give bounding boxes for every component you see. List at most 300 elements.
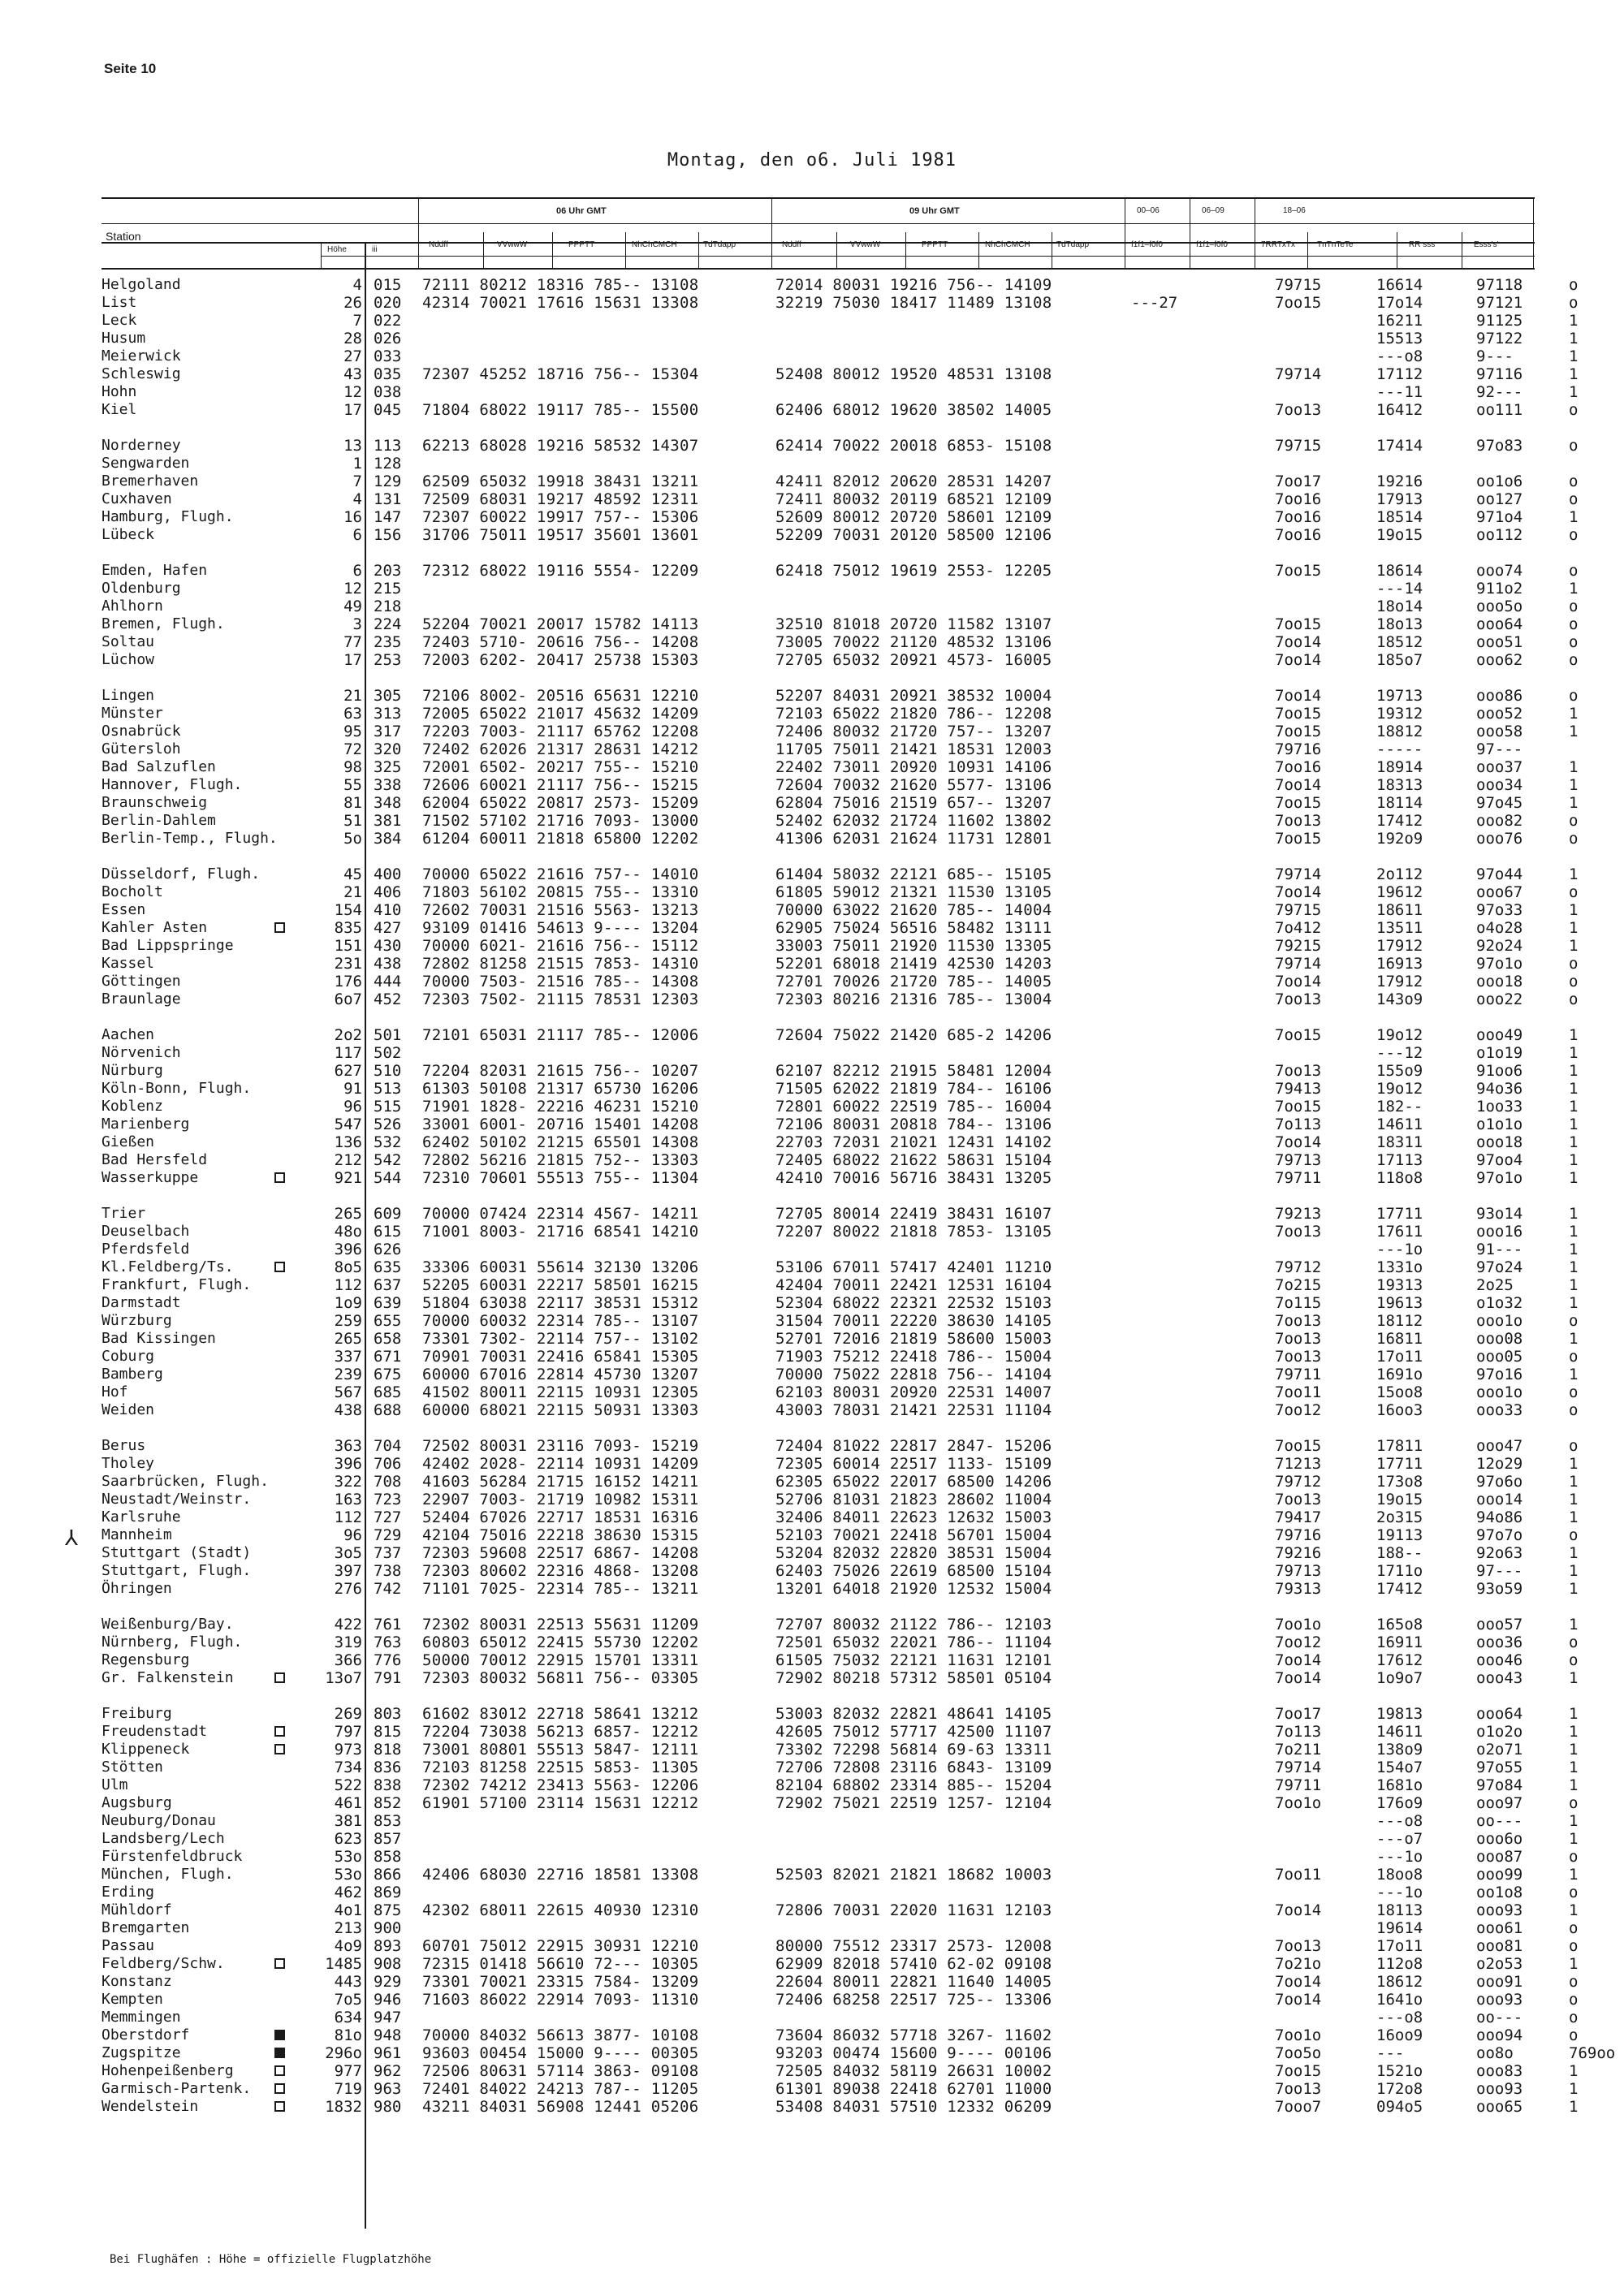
extra-group-2: 094o5 <box>1376 2098 1423 2116</box>
extra-group-2: 19613 <box>1376 1294 1423 1312</box>
station-name: Passau <box>102 1937 155 1954</box>
extra-group-2: ----- <box>1376 740 1423 758</box>
extra-group-4: o <box>1569 883 1579 901</box>
extra-group-4: 1 <box>1569 1026 1579 1044</box>
extra-group-3: ooo86 <box>1476 687 1523 705</box>
extra-group-2: 1521o <box>1376 2062 1423 2080</box>
obs-09-utc: 52207 84031 20921 38532 10004 <box>775 687 1052 705</box>
extra-group-2: 1711o <box>1376 1562 1423 1580</box>
station-index: 948 <box>374 2026 402 2044</box>
station-index: 929 <box>374 1973 402 1991</box>
obs-06-utc: 42402 2028- 22114 10931 14209 <box>422 1455 699 1473</box>
station-height: 26 <box>343 294 362 312</box>
extra-group-4: 1 <box>1569 865 1579 883</box>
extra-group-4: 1 <box>1569 1330 1579 1348</box>
station-name: Aachen <box>102 1026 155 1043</box>
obs-09-utc: 72405 68022 21622 58631 15104 <box>775 1151 1052 1169</box>
station-height: 623 <box>334 1830 362 1848</box>
extra-group-2: 18313 <box>1376 776 1423 794</box>
station-name: Husum <box>102 330 146 347</box>
station-index: 738 <box>374 1562 402 1580</box>
extra-group-2: 19216 <box>1376 473 1423 490</box>
station-index: 410 <box>374 901 402 919</box>
station-name: Bad Hersfeld <box>102 1151 208 1168</box>
extra-group-2: 17414 <box>1376 437 1423 455</box>
station-height: 17 <box>343 651 362 669</box>
station-name: München, Flugh. <box>102 1866 234 1883</box>
obs-06-utc: 72802 81258 21515 7853- 14310 <box>422 955 699 973</box>
extra-group-4: 1 <box>1569 312 1579 330</box>
obs-06-utc: 61204 60011 21818 65800 12202 <box>422 830 699 848</box>
extra-group-4: 769oo <box>1569 2044 1616 2062</box>
extra-group-4: 1 <box>1569 1669 1579 1687</box>
obs-06-utc: 51804 63038 22117 38531 15312 <box>422 1294 699 1312</box>
extra-group-4: o <box>1569 1401 1579 1419</box>
station-index: 776 <box>374 1651 402 1669</box>
extra-group-3: ooo1o <box>1476 1312 1523 1330</box>
extra-group-3: 91--- <box>1476 1241 1523 1258</box>
station-index: 427 <box>374 919 402 937</box>
station-name: List <box>102 294 137 311</box>
extra-group-1: 79313 <box>1275 1580 1322 1598</box>
extra-group-4: 1 <box>1569 1866 1579 1884</box>
obs-09-utc: 52209 70031 20120 58500 12106 <box>775 526 1052 544</box>
station-name: Kiel <box>102 401 137 418</box>
obs-06-utc: 42314 70021 17616 15631 13308 <box>422 294 699 312</box>
header-extra: 18–06 <box>1283 206 1306 215</box>
station-height: 27 <box>343 347 362 365</box>
station-height: 4o9 <box>334 1937 362 1955</box>
obs-09-utc: 53408 84031 57510 12332 06209 <box>775 2098 1052 2116</box>
station-height: 396 <box>334 1455 362 1473</box>
obs-09-utc: 93203 00474 15600 9---- 00106 <box>775 2044 1052 2062</box>
square-icon <box>274 2101 285 2112</box>
extra-group-4: 1 <box>1569 1366 1579 1383</box>
header-col: NhChCMCH <box>632 240 677 249</box>
station-index: 853 <box>374 1812 402 1830</box>
obs-09-utc: 62804 75016 21519 657-- 13207 <box>775 794 1052 812</box>
station-name: Lübeck <box>102 526 155 543</box>
extra-group-4: o <box>1569 1383 1579 1401</box>
station-name: Göttingen <box>102 973 181 990</box>
obs-09-utc: 62905 75024 56516 58482 13111 <box>775 919 1052 937</box>
extra-group-3: ooo22 <box>1476 990 1523 1008</box>
obs-06-utc: 62402 50102 21215 65501 14308 <box>422 1133 699 1151</box>
extra-group-1: 7oo11 <box>1275 1383 1322 1401</box>
extra-group-2: 14611 <box>1376 1116 1423 1133</box>
extra-group-2: 17611 <box>1376 1223 1423 1241</box>
station-index: 727 <box>374 1508 402 1526</box>
extra-group-3: 12o29 <box>1476 1455 1523 1473</box>
obs-09-utc: 72707 80032 21122 786-- 12103 <box>775 1616 1052 1634</box>
station-height: 461 <box>334 1794 362 1812</box>
extra-group-2: 18311 <box>1376 1133 1423 1151</box>
station-height: 12 <box>343 580 362 598</box>
extra-group-4: 1 <box>1569 723 1579 740</box>
extra-group-4: o <box>1569 633 1579 651</box>
extra-group-1: 7oo13 <box>1275 1330 1322 1348</box>
extra-group-4: 1 <box>1569 2080 1579 2098</box>
header-col: TdTdapp <box>703 240 736 249</box>
obs-09-utc: 72705 65032 20921 4573- 16005 <box>775 651 1052 669</box>
station-height: 7o5 <box>334 1991 362 2009</box>
station-index: 815 <box>374 1723 402 1741</box>
extra-group-1: 7oo14 <box>1275 776 1322 794</box>
extra-group-2: 18o14 <box>1376 598 1423 615</box>
extra-group-1: 7oo15 <box>1275 2062 1322 2080</box>
extra-group-2: 172o8 <box>1376 2080 1423 2098</box>
extra-group-1: 79417 <box>1275 1508 1322 1526</box>
obs-09-utc: 62909 82018 57410 62-02 09108 <box>775 1955 1052 1973</box>
obs-06-utc: 60000 67016 22814 45730 13207 <box>422 1366 699 1383</box>
extra-group-3: ooo82 <box>1476 812 1523 830</box>
station-index: 763 <box>374 1634 402 1651</box>
extra-group-1: 7oo13 <box>1275 812 1322 830</box>
extra-group-1: 7oo15 <box>1275 1098 1322 1116</box>
station-height: 3o5 <box>334 1544 362 1562</box>
obs-09-utc: 61404 58032 22121 685-- 15105 <box>775 865 1052 883</box>
extra-group-4: 1 <box>1569 1580 1579 1598</box>
extra-group-2: 13511 <box>1376 919 1423 937</box>
station-name: Kempten <box>102 1991 163 2008</box>
obs-06-utc: 33306 60031 55614 32130 13206 <box>422 1258 699 1276</box>
obs-09-utc: 11705 75011 21421 18531 12003 <box>775 740 1052 758</box>
extra-group-2: 192o9 <box>1376 830 1423 848</box>
station-height: 835 <box>334 919 362 937</box>
station-height: 265 <box>334 1330 362 1348</box>
station-height: 438 <box>334 1401 362 1419</box>
obs-09-utc: 72902 80218 57312 58501 05104 <box>775 1669 1052 1687</box>
extra-group-2: 17612 <box>1376 1651 1423 1669</box>
station-height: 1 <box>352 455 362 473</box>
station-name: Mühldorf <box>102 1901 172 1918</box>
extra-group-4: 1 <box>1569 580 1579 598</box>
extra-group-2: 17113 <box>1376 1151 1423 1169</box>
extra-group-3: ooo36 <box>1476 1634 1523 1651</box>
extra-group-2: 17912 <box>1376 937 1423 955</box>
obs-09-utc: 52201 68018 21419 42530 14203 <box>775 955 1052 973</box>
station-name: Gießen <box>102 1133 155 1150</box>
station-index: 838 <box>374 1776 402 1794</box>
station-index: 671 <box>374 1348 402 1366</box>
extra-group-3: 9--- <box>1476 347 1514 365</box>
extra-group-4: o <box>1569 830 1579 848</box>
extra-group-4: o <box>1569 651 1579 669</box>
station-index: 980 <box>374 2098 402 2116</box>
extra-group-2: 18112 <box>1376 1312 1423 1330</box>
extra-group-3: ooo14 <box>1476 1491 1523 1508</box>
station-height: 81o <box>334 2026 362 2044</box>
square-icon <box>274 1726 285 1737</box>
header-extra: f1f1–f0f0 <box>1196 240 1228 249</box>
extra-group-2: 19o12 <box>1376 1026 1423 1044</box>
obs-09-utc: 72806 70031 22020 11631 12103 <box>775 1901 1052 1919</box>
station-name: Augsburg <box>102 1794 172 1811</box>
station-name: Stuttgart (Stadt) <box>102 1544 252 1561</box>
station-index: 963 <box>374 2080 402 2098</box>
obs-09-utc: 62414 70022 20018 6853- 15108 <box>775 437 1052 455</box>
station-height: 719 <box>334 2080 362 2098</box>
extra-group-4: 1 <box>1569 758 1579 776</box>
obs-06-utc: 72315 01418 56610 72--- 10305 <box>422 1955 699 1973</box>
station-name: Sengwarden <box>102 455 190 472</box>
station-index: 708 <box>374 1473 402 1491</box>
extra-group-4: 1 <box>1569 1544 1579 1562</box>
obs-06-utc: 72307 60022 19917 757-- 15306 <box>422 508 699 526</box>
station-height: 96 <box>343 1526 362 1544</box>
extra-group-4: o <box>1569 1919 1579 1937</box>
obs-09-utc: 80000 75512 23317 2573- 12008 <box>775 1937 1052 1955</box>
extra-group-1: 79714 <box>1275 365 1322 383</box>
station-name: Braunlage <box>102 990 181 1008</box>
extra-group-1: 7oo17 <box>1275 473 1322 490</box>
obs-09-utc: 52701 72016 21819 58600 15003 <box>775 1330 1052 1348</box>
station-height: 797 <box>334 1723 362 1741</box>
station-height: 296o <box>325 2044 362 2062</box>
obs-06-utc: 42302 68011 22615 40930 12310 <box>422 1901 699 1919</box>
obs-06-utc: 60000 68021 22115 50931 13303 <box>422 1401 699 1419</box>
obs-09-utc: 22604 80011 22821 11640 14005 <box>775 1973 1052 1991</box>
station-name: Freudenstadt <box>102 1723 208 1740</box>
extra-group-3: 97o83 <box>1476 437 1523 455</box>
obs-09-utc: 53204 82032 22820 38531 15004 <box>775 1544 1052 1562</box>
obs-09-utc: 72406 68258 22517 725-- 13306 <box>775 1991 1052 2009</box>
station-name: Oberstdorf <box>102 2026 190 2044</box>
station-index: 635 <box>374 1258 402 1276</box>
extra-group-1: 7oo14 <box>1275 651 1322 669</box>
extra-group-3: ooo05 <box>1476 1348 1523 1366</box>
obs-06-utc: 61602 83012 22718 58641 13212 <box>422 1705 699 1723</box>
station-height: 6 <box>352 526 362 544</box>
station-name: Norderney <box>102 437 181 454</box>
station-index: 338 <box>374 776 402 794</box>
station-height: 269 <box>334 1705 362 1723</box>
extra-group-2: ---12 <box>1376 1044 1423 1062</box>
station-name: Neuburg/Donau <box>102 1812 216 1829</box>
obs-06-utc: 72310 70601 55513 755-- 11304 <box>422 1169 699 1187</box>
extra-group-3: ooo52 <box>1476 705 1523 723</box>
extra-group-1: 7oo15 <box>1275 1026 1322 1044</box>
station-index: 791 <box>374 1669 402 1687</box>
station-name: Hohn <box>102 383 137 400</box>
extra-group-2: 16oo3 <box>1376 1401 1423 1419</box>
extra-group-3: ooo64 <box>1476 615 1523 633</box>
extra-group-1: 79713 <box>1275 1562 1322 1580</box>
extra-group-3: 2o25 <box>1476 1276 1514 1294</box>
obs-06-utc: 71101 7025- 22314 785-- 13211 <box>422 1580 699 1598</box>
obs-09-utc: 70000 75022 22818 756-- 14104 <box>775 1366 1052 1383</box>
extra-group-3: ooo97 <box>1476 1794 1523 1812</box>
extra-group-3: ooo64 <box>1476 1705 1523 1723</box>
station-height: 1485 <box>325 1955 362 1973</box>
extra-group-1: 79716 <box>1275 740 1322 758</box>
station-name: Nörvenich <box>102 1044 181 1061</box>
obs-06-utc: 71603 86022 22914 7093- 11310 <box>422 1991 699 2009</box>
obs-06-utc: 61901 57100 23114 15631 12212 <box>422 1794 699 1812</box>
header-group-06: 06 Uhr GMT <box>556 206 607 216</box>
station-index: 513 <box>374 1080 402 1098</box>
station-index: 803 <box>374 1705 402 1723</box>
extra-group-2: 165o8 <box>1376 1616 1423 1634</box>
obs-09-utc: 52408 80012 19520 48531 13108 <box>775 365 1052 383</box>
station-index: 218 <box>374 598 402 615</box>
extra-group-3: ooo93 <box>1476 1901 1523 1919</box>
extra-group-4: 1 <box>1569 1455 1579 1473</box>
station-index: 348 <box>374 794 402 812</box>
station-index: 325 <box>374 758 402 776</box>
station-index: 723 <box>374 1491 402 1508</box>
extra-group-2: 19o15 <box>1376 1491 1423 1508</box>
header-col: NhChCMCH <box>985 240 1030 249</box>
extra-group-1: 7oo13 <box>1275 2080 1322 2098</box>
extra-group-1: 7oo15 <box>1275 705 1322 723</box>
obs-06-utc: 42104 75016 22218 38630 15315 <box>422 1526 699 1544</box>
obs-09-utc: 62107 82212 21915 58481 12004 <box>775 1062 1052 1080</box>
obs-09-utc: 62418 75012 19619 2553- 12205 <box>775 562 1052 580</box>
extra-group-2: 19813 <box>1376 1705 1423 1723</box>
station-index: 900 <box>374 1919 402 1937</box>
station-name: Stötten <box>102 1759 163 1776</box>
extra-group-2: 118o8 <box>1376 1169 1423 1187</box>
station-name: Hannover, Flugh. <box>102 776 243 793</box>
station-height: 72 <box>343 740 362 758</box>
obs-09-utc: 61301 89038 22418 62701 11000 <box>775 2080 1052 2098</box>
station-height: 567 <box>334 1383 362 1401</box>
station-name: Bad Lippspringe <box>102 937 234 954</box>
header-extra: f1f1–f0f0 <box>1131 240 1163 249</box>
extra-group-1: 7oo16 <box>1275 508 1322 526</box>
extra-group-2: --- <box>1376 2044 1405 2062</box>
extra-group-4: o <box>1569 2009 1579 2026</box>
header-extra: RR sss <box>1409 240 1436 249</box>
extra-group-2: 14611 <box>1376 1723 1423 1741</box>
extra-group-3: 97o33 <box>1476 901 1523 919</box>
obs-09-utc: 72411 80032 20119 68521 12109 <box>775 490 1052 508</box>
extra-group-2: 18612 <box>1376 1973 1423 1991</box>
extra-group-1: 7oo13 <box>1275 1312 1322 1330</box>
obs-09-utc: 72604 75022 21420 685-2 14206 <box>775 1026 1052 1044</box>
station-height: 21 <box>343 883 362 901</box>
obs-06-utc: 73001 80801 55513 5847- 12111 <box>422 1741 699 1759</box>
extra-group-4: 1 <box>1569 1723 1579 1741</box>
station-index: 320 <box>374 740 402 758</box>
station-height: 28 <box>343 330 362 347</box>
extra-group-4: 1 <box>1569 1205 1579 1223</box>
extra-group-3: ooo74 <box>1476 562 1523 580</box>
extra-group-1: 7ooo7 <box>1275 2098 1322 2116</box>
station-index: 131 <box>374 490 402 508</box>
extra-group-3: 97o44 <box>1476 865 1523 883</box>
extra-group-2: 154o7 <box>1376 1759 1423 1776</box>
hoehe-column-rule <box>365 268 366 2229</box>
station-height: 136 <box>334 1133 362 1151</box>
extra-group-2: 18611 <box>1376 901 1423 919</box>
extra-group-2: 19614 <box>1376 1919 1423 1937</box>
extra-group-4: o <box>1569 1794 1579 1812</box>
extra-group-3: 911o2 <box>1476 580 1523 598</box>
extra-group-3: o4o28 <box>1476 919 1523 937</box>
station-height: 53o <box>334 1848 362 1866</box>
station-name: Coburg <box>102 1348 155 1365</box>
header-extra: 7RRTxTx <box>1261 240 1296 249</box>
extra-group-1: 7o21o <box>1275 1955 1322 1973</box>
extra-group-1: 7oo15 <box>1275 562 1322 580</box>
station-name: Hohenpeißenberg <box>102 2062 234 2079</box>
station-height: 4 <box>352 490 362 508</box>
station-name: Gütersloh <box>102 740 181 757</box>
obs-09-utc: 72303 80216 21316 785-- 13004 <box>775 990 1052 1008</box>
extra-group-4: 1 <box>1569 1901 1579 1919</box>
extra-group-4: 1 <box>1569 1473 1579 1491</box>
extra-group-2: 19o12 <box>1376 1080 1423 1098</box>
extra-group-1: 7oo14 <box>1275 1973 1322 1991</box>
extra-group-1: 79215 <box>1275 937 1322 955</box>
obs-06-utc: 62004 65022 20817 2573- 15209 <box>422 794 699 812</box>
obs-06-utc: 72303 59608 22517 6867- 14208 <box>422 1544 699 1562</box>
extra-group-1: 7oo16 <box>1275 490 1322 508</box>
extra-group-3: ooo47 <box>1476 1437 1523 1455</box>
extra-group-1: 7oo15 <box>1275 1437 1322 1455</box>
extra-group-2: 16412 <box>1376 401 1423 419</box>
extra-group-3: 93o59 <box>1476 1580 1523 1598</box>
station-index: 609 <box>374 1205 402 1223</box>
header-station: Station <box>106 230 141 243</box>
station-height: 13 <box>343 437 362 455</box>
station-name: Bad Kissingen <box>102 1330 216 1347</box>
extra-group-2: 19612 <box>1376 883 1423 901</box>
extra-group-2: 18914 <box>1376 758 1423 776</box>
obs-06-utc: 71901 1828- 22216 46231 15210 <box>422 1098 699 1116</box>
extra-group-3: ooo67 <box>1476 883 1523 901</box>
extra-group-4: o <box>1569 1651 1579 1669</box>
extra-group-3: 97121 <box>1476 294 1523 312</box>
extra-group-2: 18614 <box>1376 562 1423 580</box>
station-height: 21 <box>343 687 362 705</box>
station-height: 396 <box>334 1241 362 1258</box>
station-index: 128 <box>374 455 402 473</box>
obs-06-utc: 33001 6001- 20716 15401 14208 <box>422 1116 699 1133</box>
extra-group-2: ---1o <box>1376 1241 1423 1258</box>
extra-group-4: 1 <box>1569 937 1579 955</box>
extra-group-4: o <box>1569 562 1579 580</box>
station-name: Fürstenfeldbruck <box>102 1848 243 1865</box>
station-index: 317 <box>374 723 402 740</box>
extra-group-3: ooo37 <box>1476 758 1523 776</box>
station-height: 112 <box>334 1276 362 1294</box>
station-index: 742 <box>374 1580 402 1598</box>
extra-group-3: ooo76 <box>1476 830 1523 848</box>
station-index: 866 <box>374 1866 402 1884</box>
station-index: 015 <box>374 276 402 294</box>
extra-group-1: 7oo14 <box>1275 1133 1322 1151</box>
obs-09-utc: 42410 70016 56716 38431 13205 <box>775 1169 1052 1187</box>
extra-group-2: 2o112 <box>1376 865 1423 883</box>
station-index: 946 <box>374 1991 402 2009</box>
extra-group-3: ooo46 <box>1476 1651 1523 1669</box>
obs-09-utc: 52503 82021 21821 18682 10003 <box>775 1866 1052 1884</box>
extra-group-1: 7oo13 <box>1275 1491 1322 1508</box>
station-name: Düsseldorf, Flugh. <box>102 865 261 883</box>
header-col: PPPTT <box>568 240 595 249</box>
extra-group-1: 7oo15 <box>1275 723 1322 740</box>
station-index: 947 <box>374 2009 402 2026</box>
extra-group-2: 17o14 <box>1376 294 1423 312</box>
obs-06-utc: 22907 7003- 21719 10982 15311 <box>422 1491 699 1508</box>
obs-06-utc: 41502 80011 22115 10931 12305 <box>422 1383 699 1401</box>
station-height: 977 <box>334 2062 362 2080</box>
extra-group-3: ooo62 <box>1476 651 1523 669</box>
obs-09-utc: 72505 84032 58119 26631 10002 <box>775 2062 1052 2080</box>
